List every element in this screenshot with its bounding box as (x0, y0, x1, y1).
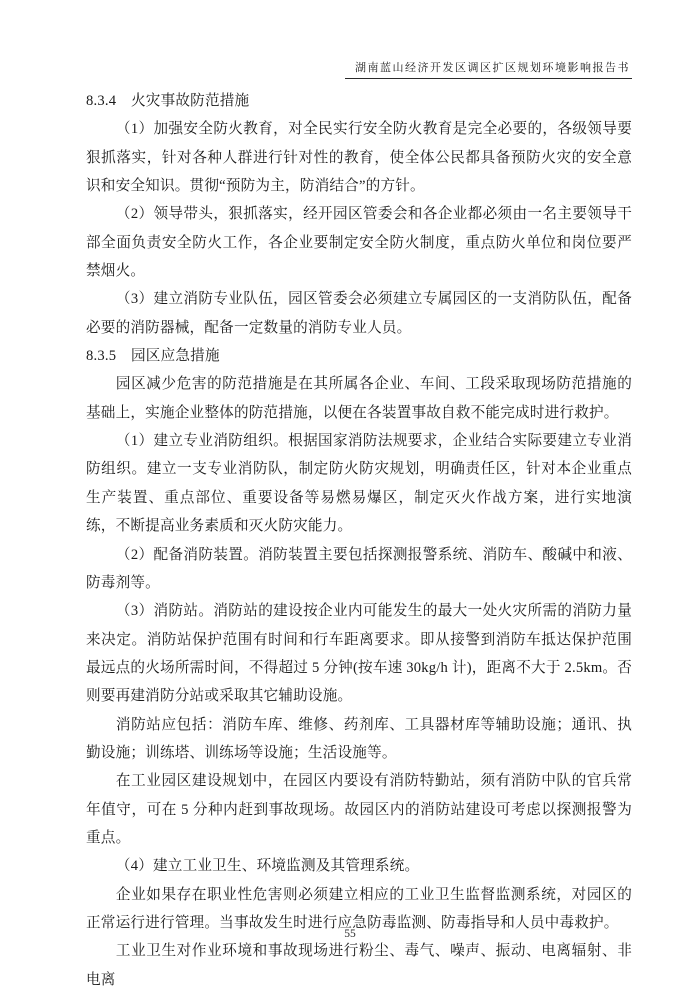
body-paragraph: 在工业园区建设规划中，在园区内要设有消防特勤站，须有消防中队的官兵常年值守，可在 5 分种内赶到事故现场。故园区内的消防站建设可考虑以探测报警为重点。 (86, 773, 632, 846)
body-paragraph: （3）建立消防专业队伍，园区管委会必须建立专属园区的一支消防队伍，配备必要的消防器械，配备一定数量的消防专业人员。 (86, 291, 632, 336)
body-paragraph: 工业卫生对作业环境和事故现场进行粉尘、毒气、噪声、振动、电离辐射、非电离 (86, 943, 632, 988)
body-paragraph: 园区减少危害的防范措施是在其所属各企业、车间、工段采取现场防范措施的基础上，实施企业整体的防范措施，以便在各装置事故自救不能完成时进行救护。 (86, 376, 632, 421)
section-heading: 8.3.4 火灾事故防范措施 (86, 93, 250, 109)
document-body (86, 87, 632, 990)
body-paragraph: 消防站应包括：消防车库、维修、药剂库、工具器材库等辅助设施；通讯、执勤设施；训练塔、训练场等设施；生活设施等。 (86, 716, 632, 761)
body-paragraph: （2）配备消防装置。消防装置主要包括探测报警系统、消防车、酸碱中和液、防毒剂等。 (86, 546, 632, 591)
running-header-title: 湖南蓝山经济开发区调区扩区规划环境影响报告书 (345, 59, 632, 79)
page-footer (0, 928, 700, 940)
body-paragraph: （1）建立专业消防组织。根据国家消防法规要求，企业结合实际要建立专业消防组织。建立一支专业消防队，制定防火防灾规划，明确责任区，针对本企业重点生产装置、重点部位、重要设备等易燃易爆区，制定灭火作战方案，进行实地演练，不断提高业务素质和灭火防灾能力。 (86, 433, 632, 535)
body-paragraph: （3）消防站。消防站的建设按企业内可能发生的最大一处火灾所需的消防力量来决定。消防站保护范围有时间和行车距离要求。即从接警到消防车抵达保护范围最远点的火场所需时间，不得超过 5 分钟(按车速 30kg/h 计)，距离不大于 2.5km。否则要再建消防分站或采取其它辅助设施。 (86, 603, 632, 705)
body-paragraph: 企业如果存在职业性危害则必须建立相应的工业卫生监督监测系统，对园区的正常运行进行管理。当事故发生时进行应急防毒监测、防毒指导和人员中毒救护。 (86, 886, 632, 931)
body-paragraph: （1）加强安全防火教育，对全民实行安全防火教育是完全必要的，各级领导要狠抓落实，针对各种人群进行针对性的教育，使全体公民都具备预防火灾的安全意识和安全知识。贯彻“预防为主，防消结合”的方针。 (86, 121, 632, 195)
running-header (345, 58, 632, 79)
body-paragraph: （4）建立工业卫生、环境监测及其管理系统。 (115, 858, 420, 875)
section-heading: 8.3.5 园区应急措施 (86, 348, 220, 365)
page-number: 55 (344, 928, 356, 940)
body-paragraph: （2）领导带头，狠抓落实，经开园区管委会和各企业都必须由一名主要领导干部全面负责安全防火工作，各企业要制定安全防火制度，重点防火单位和岗位要严禁烟火。 (86, 206, 632, 280)
